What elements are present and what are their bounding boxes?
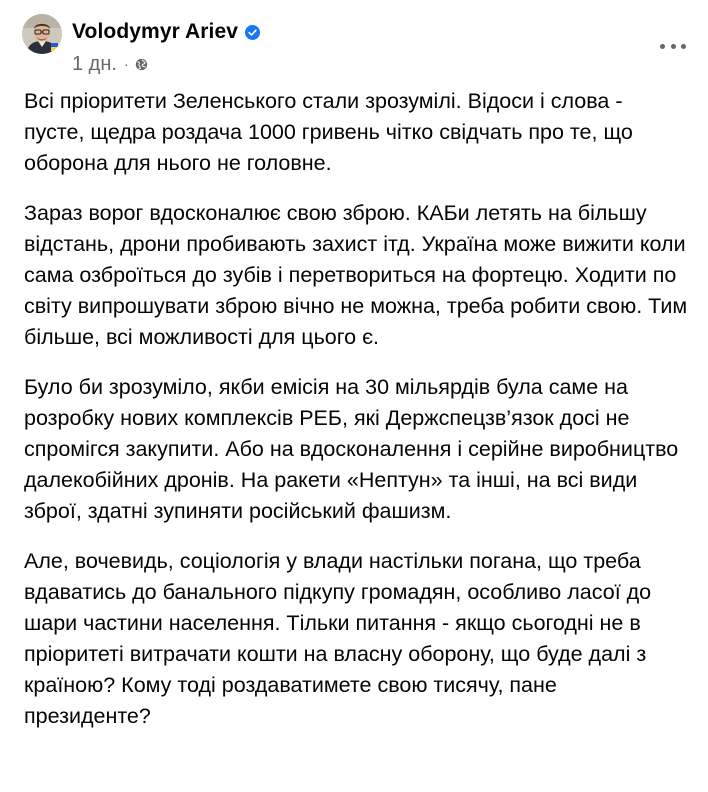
post-body <box>24 86 688 751</box>
post-timestamp[interactable]: 1 дн. <box>72 52 117 75</box>
globe-icon <box>135 58 148 71</box>
more-dot <box>671 44 676 49</box>
more-dot <box>681 44 686 49</box>
post-paragraph: Але, вочевидь, соціологія у влади настільки погана, що треба вдаватись до банального підкупу громадян, особливо ласої до шари частини населення. Тільки питання - якщо сьогодні не в пріоритеті витрачати кошти на власну оборону, що буде далі з країною? Кому тоді роздаватимете свою тисячу, пане президенте? <box>24 549 652 728</box>
verified-badge-icon <box>245 25 260 40</box>
more-dot <box>660 44 665 49</box>
avatar-photo <box>22 14 62 54</box>
more-options-icon[interactable] <box>660 36 686 56</box>
author-name[interactable]: Volodymyr Ariev <box>72 20 239 43</box>
post-header <box>22 14 686 78</box>
post-paragraph: Зараз ворог вдосконалює свою зброю. КАБи летять на більшу відстань, дрони пробивають захист ітд. Україна може вижити коли сама озброїться до зубів і перетвориться на фортецю. Ходити по світу випрошувати зброю вічно не можна, треба робити свою. Тим більше, всі можливості для цього є. <box>24 201 688 349</box>
author-row <box>72 18 260 46</box>
avatar[interactable] <box>22 14 62 54</box>
post-paragraph: Всі пріоритети Зеленського стали зрозумілі. Відоси і слова - пусте, щедра роздача 1000 гривень чітко свідчать про те, що оборона для нього не головне. <box>24 89 633 175</box>
post-paragraph: Було би зрозуміло, якби емісія на 30 мільярдів була саме на розробку нових комплексів РЕБ, які Держспецзв’язок досі не спромігся закупити. Або на вдосконалення і серійне виробництво далекобійних дронів. На ракети «Нептун» та інші, на всі види зброї, здатні зупиняти російський фашизм. <box>24 375 679 523</box>
meta-separator: · <box>123 56 129 72</box>
post-meta <box>72 52 148 76</box>
